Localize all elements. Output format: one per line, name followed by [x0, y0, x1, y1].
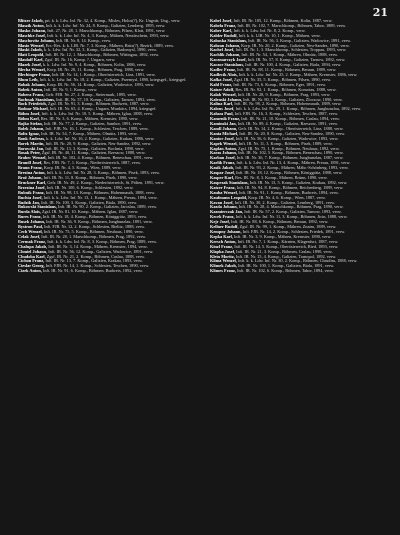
- entry-details: Inft. IR. Nr. 93, 2. Komp., Mähren, Mähr.-Schönberg, 1893, verw.: [235, 165, 349, 171]
- entry-details: Zgsf. IR. Nr. 40, 11. Komp., Galizien, Rzeszow, 1888, verw.: [41, 150, 146, 156]
- entry-details: Inft. IR. Nr. 13, 3. Komp., Galizien, Bochnia, 1890, verw.: [45, 145, 145, 151]
- entry-name: Kersch Anton,: [210, 238, 237, 244]
- entry-details: Inft. IR. Nr. 94, 8. Komp., Böhmen, Reichenberg, 1889, verw.: [236, 184, 344, 190]
- entry-name: Kahl Franz,: [210, 81, 233, 87]
- entry-name: Brabec Wenzel,: [18, 155, 47, 161]
- entry-name: Kasik Jakob,: [210, 165, 235, 171]
- entry-name: Busek Johann,: [18, 219, 45, 225]
- entry-details: Inft. k. k. LIR. Nr. 10, 1. Komp., Mähren, verw.: [238, 32, 321, 38]
- entry-name: Bolek Johann,: [18, 125, 45, 131]
- entry-details: Gefr. IR. Nr. 14, 2. Komp., Oberösterreich, Linz, 1888, verw.: [238, 125, 344, 131]
- entry-name: Kaiser Adolf,: [210, 86, 235, 92]
- entry-details: Gefr. FJB. Nr. 27, 2. Komp., Steiermark, 1895, verw.: [45, 91, 137, 97]
- entry-name: Blitzer Jakob,: [18, 19, 44, 23]
- entry-name: Cichon Franz,: [18, 258, 45, 264]
- entry-details: Inft. FJB. Nr. 12, 2. Komp., Schlesien, Bielitz, 1888, verw.: [44, 224, 146, 230]
- entry-name: Bonk Andreas,: [18, 135, 46, 141]
- entry-details: Inft. IR. Nr. 100, 6. Komp., Schlesien, 1892, verw.: [46, 184, 134, 190]
- entry-name: Chudoba Karl,: [18, 253, 46, 259]
- entry-details: Inft. k. k. Ldw. Inf. Nr. 10, 5. Komp., Mähren, Iglau, 1888, verw.: [41, 111, 154, 117]
- entry-name: Boltz Ignaz,: [18, 130, 40, 136]
- entry-details: Inft. IR. Nr. 57, 8. Komp., Galizien, Tarnow, 1892, verw.: [247, 57, 346, 63]
- text-columns: [18, 19, 390, 531]
- entry-name: Braun Franz,: [18, 165, 43, 171]
- entry-name: Blechinger Franz,: [18, 71, 51, 77]
- entry-details: Korp. IR. Nr. 4, 5. Komp., Wien, 1889, verw.: [43, 165, 122, 171]
- entry-details: Inft. IR. Nr. 15, 4. Komp., Galizien, Tarnopol, 1892, verw.: [235, 253, 337, 259]
- entry-name: Kaczmarczyk Josef,: [210, 57, 247, 63]
- entry-name: Böhm Karl,: [18, 116, 40, 122]
- entry-name: Klapka Josef,: [210, 248, 236, 254]
- entry-details: Inft. IR. Nr. 88, 6. Komp., Böhmen, Beraun, 1892, verw.: [231, 219, 329, 225]
- entry-name: Cermak Franz,: [18, 238, 47, 244]
- entry-details: Inft. IR. Nr. 98, 2. Komp., Böhmen, Hohenmauth, 1889, verw.: [234, 101, 342, 107]
- entry-name: Brandl Josef,: [18, 160, 43, 166]
- entry-details: Inft. IR. Nr. 36, 9. Komp., Böhmen, Jungbunzlau, 1891, verw.: [46, 219, 153, 225]
- entry-details: Inft. IR. Nr. 89, 4. Komp., Galizien, Rzeszow, 1891, verw.: [237, 121, 338, 127]
- entry-name: Kaspar Josef,: [210, 170, 235, 176]
- entry-details: Inft. k. k. Ldw. Inf. Nr. 8, 2. Komp., verw.: [233, 27, 306, 33]
- entry-details: Inft. IR. Nr. 98, 13. Komp., Böhmen, Hohenmauth, 1888, verw.: [45, 189, 156, 195]
- entry-name: Kauba Wenzel,: [210, 189, 238, 195]
- entry-details: Zgsf. IR. Nr. 81, 10. Komp., Mähren, Iglau, 1887, verw.: [42, 209, 139, 215]
- entry-name: Klima Wenzel,: [210, 258, 237, 264]
- entry-details: Korp. IR. Nr. 56, 14. Komp., Galizien, Wadowice, 1893, verw.: [46, 81, 155, 87]
- entry-name: Klein Moritz,: [210, 253, 235, 259]
- entry-name: Bystron Paul,: [18, 224, 43, 230]
- entry-name: Kania Michael,: [210, 130, 239, 136]
- entry-name: Kaczor Stanislaus,: [210, 62, 245, 68]
- entry-details: Inft. k. k. Ldw. Inf. Nr. 4, 3. Komp., Mähren, Neutitschein, 1893, verw.: [47, 32, 170, 38]
- entry-name: Kabler Rudolf,: [210, 32, 238, 38]
- entry-details: Inft. IR. Nr. 57, 2. Komp., Galizien, Tarnow, 1893, verw.: [244, 209, 342, 215]
- entry-details: Inft. IR. Nr. 90, 2. Komp., Galizien, Jaroslau, 1889, verw.: [58, 204, 158, 210]
- entry-details: Inft. IR. Nr. 102, 6. Komp., Böhmen, Tabor, 1894, verw.: [237, 268, 334, 274]
- entry-name: Cech Wenzel,: [18, 228, 43, 234]
- entry-details: Inft. IR. Nr. 30, 2. Komp., Galizien, Lemberg, 1891, verw.: [234, 199, 336, 205]
- entry-details: Inft. IR. Nr. 54, 1. Komp., Mähren, Olmütz, 1888, verw.: [241, 52, 339, 58]
- entry-name: Buchta Josef,: [18, 194, 43, 200]
- entry-details: Zgsf. IR. Nr. 21, 2. Komp., Böhmen, Caslau, 1888, verw.: [46, 253, 146, 259]
- entry-name: Kapek Wenzel,: [210, 140, 238, 146]
- entry-name: Bures Franz,: [18, 214, 42, 220]
- entry-details: Res. FJB. Nr. 7, 1. Komp., Niederösterreich, 1887, verw.: [43, 160, 142, 166]
- entry-details: Inft. FJB. Nr. 14, 1. Komp., Schlesien, Teschen, 1890, verw.: [45, 263, 150, 269]
- entry-name: Kalina Karl,: [210, 101, 234, 107]
- entry-name: Cizek Anton,: [18, 268, 42, 274]
- entry-name: Klimes Franz,: [210, 268, 237, 274]
- entry-name: Kachel Josef,: [210, 47, 235, 53]
- entry-details: Inft. FJB. Nr. 14, 2. Komp., Schlesien, Friedek, 1891, verw.: [242, 228, 346, 234]
- entry-name: Kecek Franz,: [210, 214, 235, 220]
- entry-details: Inft. IR. Nr. 1, 3. Marschkomp., Schlesien, Troppau, 1893, verw.: [235, 47, 347, 53]
- entry-name: Bosak Peter,: [18, 150, 41, 156]
- entry-name: Klimek Jakob,: [210, 263, 237, 269]
- entry-name: Blasio Wenzel,: [18, 42, 45, 48]
- entry-details: Zgsf. IR. Nr. 91, 3. Komp., Böhmen, Budweis, 1887, verw.: [47, 101, 150, 107]
- entry-details: Inft. FJB. Nr. 16, 3. Komp., Schlesien, Teschen, 1887, verw.: [234, 111, 339, 117]
- entry-details: Inft. IR. Nr. 14, 1. Komp., Oberösterreich, Linz, 1891, verw.: [51, 71, 156, 77]
- entry-name: Blaszik Anton,: [18, 22, 45, 28]
- entry-name: Bubnik Franz,: [18, 189, 45, 195]
- entry-details: Inft. IR. Nr. 91, 1. Komp., Böhmen, Budweis, 1894, verw.: [238, 189, 339, 195]
- entry-details: Inft. IR. Nr. 12, 1. Marschkomp., Böhmen, Wittingau, 1892, verw.: [45, 52, 160, 58]
- entry-details: Inft. k. k. Ldw. Inf. Nr. 30, 2. Komp., Böhmen, Chrudim, 1888, verw.: [237, 258, 358, 264]
- entry-name: Kazmierczak Jan,: [210, 209, 244, 215]
- entry-details: Inft. IR. Nr. 100, 3. Komp., Galizien, Biala, 1890, verw.: [41, 199, 138, 205]
- entry-name: Blaulaff Karl,: [18, 57, 44, 63]
- entry-details: Inft. k. k. Ldw. Inf. Nr. 13, 1. Komp., Mähren, Prerau, 1894, verw.: [43, 194, 158, 200]
- entry-details: Zgsf. IR. Nr. 16, Komp. ?, Ungarn, verw.: [44, 57, 116, 63]
- entry-details: Inft. IR. Nr. 20, 9. Komp., Galizien, Neu-Sandez, 1892, verw.: [45, 140, 152, 146]
- entry-name: Borowski Jan,: [18, 145, 45, 151]
- entry-name: Kalenski Johann,: [210, 96, 243, 102]
- entry-name: Kaluza Paul,: [210, 111, 234, 117]
- entry-name: Cieslar Georg,: [18, 263, 45, 269]
- entry-details: Inft. IR. Nr. 36, 7. Komp., Böhmen, Jungbunzlau, 1887, verw.: [236, 155, 344, 161]
- entry-details: Inft. k. k. Ldw. Inf. Nr. 13, 4. Komp., Mähren, Prerau, 1891, verw.: [236, 160, 351, 166]
- entry-details: Inft. k. k. Ldw. Inf. Nr. 8, 3. Komp., Böhmen, Prag, 1889, verw.: [47, 238, 157, 244]
- entry-details: Inft. IR. Nr. 80, 3. Komp., Galizien, Zloczow, 1890, verw.: [243, 96, 343, 102]
- entry-name: Blaski Jakob,: [18, 47, 43, 53]
- entry-details: Inft. IR. Nr. 102, 5. Komp., Böhmen, Beneschau, 1890, verw.: [238, 150, 344, 156]
- entry-details: Inft. IR. Nr. 28, 9. Komp., Böhmen, Prag, 1893, verw.: [237, 91, 331, 97]
- entry-name: Bodnar Michael,: [18, 106, 49, 112]
- entry-name: Kafka Josef,: [210, 76, 233, 82]
- entry-name: Kazda Johann,: [210, 204, 238, 210]
- entry-name: Kempny Johann,: [210, 228, 242, 234]
- entry-name: Kalab Wenzel,: [210, 91, 237, 97]
- entry-details: Inft. IR. Nr. 56, 6. Komp., Galizien, Wadowice, 1893, verw.: [235, 135, 339, 141]
- entry-details: Inft. IR. Nr. 18, 12. Komp., Böhmen, Königgrätz, 1888, verw.: [236, 170, 343, 176]
- entry-details: Inft. IR. Nr. 9, 1. Komp., verw.: [44, 86, 98, 92]
- entry-details: Inft. IR. Nr. 11, 3. Komp., Böhmen, Pisek, 1889, verw.: [238, 140, 333, 146]
- entry-details: Inft. k. k. Ldw. Inf. Nr. 18, 2. Komp., Galizien, Przemysl, 1890, kriegsgef., kriegsgef.: [39, 76, 187, 82]
- entry-details: Inft. IR. Nr. 102, 7. Marschkomp., Böhmen, Tabor, 1889, verw.: [237, 22, 347, 28]
- entry-details: Inft. IR. Nr. 3, 14. Komp., Mähren, Kremsier, 1894, verw.: [48, 243, 148, 249]
- entry-name: Kepka Karl,: [210, 233, 233, 239]
- entry-details: Inft. IR. Nr. 100, 1. Komp., Galizien, Biala, 1891, verw.: [238, 263, 335, 269]
- entry-details: Inft. 27, Nr. 28, 1. Marschkomp., Böhmen, Pilsen, Klatt, 1891, verw.: [47, 27, 166, 33]
- entry-details: Inft. IR. Nr. 105, 12. Komp., Böhmen, Kolin, 1887, verw.: [233, 19, 333, 23]
- entry-name: Brezina Anton,: [18, 170, 46, 176]
- entry-details: Inft. IR. Nr. 3, 9. Komp., Mähren, Kremsier, 1890, verw.: [234, 233, 332, 239]
- entry-name: Karas Johann,: [210, 150, 237, 156]
- entry-name: Chmiel Johann,: [18, 248, 48, 254]
- entry-details: Inft. IR. Nr. 20, 8. Komp., Galizien, Neu-Sandez, 1890, verw.: [239, 130, 346, 136]
- entry-details: Inft. IR. Nr. 7, 1. Komp., Kärnten, Klagenfurt, 1887, verw.: [237, 238, 339, 244]
- entry-details: Zgsf. IR. Nr. 99, 1. Komp., Mähren, Znaim, 1889, verw.: [239, 224, 337, 230]
- entry-details: Inft. IR. Nr. 91, 6. Komp., Böhmen, Budweis, 1892, verw.: [42, 268, 143, 274]
- entry-name: Celak Josef,: [18, 233, 41, 239]
- page-number: 21: [372, 6, 388, 19]
- entry-details: Gefr. IR. Nr. 49, 2. Komp., Niederösterreich, St. Pölten, 1891, verw.: [47, 179, 165, 185]
- entry-name: Böhm Josef,: [18, 111, 41, 117]
- entry-name: Kantor Josef,: [210, 135, 235, 141]
- entry-name: Kaminski Jan,: [210, 121, 237, 127]
- entry-name: Kachlik Johann,: [210, 52, 241, 58]
- entry-details: Inft. IR. Nr. 14, 5. Komp., Oberösterreich, Ried, 1893, verw.: [234, 243, 339, 249]
- entry-details: Inft. IR. Nr. 65, 4. Komp., Ungarn, Munkács, 1894, kriegsgef.: [49, 106, 157, 112]
- entry-details: Ers.-Res. k. k. LIR. Nr. 7, 3. Komp., Mähren, Brüx(?), Bezirk, 1889, verw.: [45, 42, 174, 48]
- entry-details: Inft. IR. Nr. 77, 2. Komp., Galizien, Sambor, 1891, verw.: [43, 121, 143, 127]
- entry-name: Brož Johann,: [18, 175, 43, 180]
- entry-name: Blatt Leopold,: [18, 52, 45, 58]
- entry-name: Kejr Josef,: [210, 219, 230, 225]
- entry-details: Inft. IR. Nr. 18, 4. Komp., Böhmen, Königgrätz, 1893, verw.: [42, 214, 148, 220]
- entry-name: Kadlec Franz,: [210, 67, 237, 73]
- entry-details: Inft. IR. Nr. 21, 3. Komp., Böhmen, Caslau, 1890, verw.: [236, 248, 333, 254]
- entry-details: Inft. IR. Nr. 13, 7. Komp., Galizien, Krakau, 1893, verw.: [45, 258, 143, 264]
- entry-name: Kabzan Johann,: [210, 42, 241, 48]
- entry-name: Kavan Josef,: [210, 199, 234, 205]
- entry-name: Bobak Johann,: [18, 81, 46, 87]
- entry-details: Korp. IR. Nr. 4, 6. Komp., Wien, 1887, verw.: [248, 194, 326, 200]
- entry-details: Zgsf. IR. Nr. 75, 1. Komp., Böhmen, Neuhaus, 1892, verw.: [238, 145, 340, 151]
- entry-name: Bobek Anton,: [18, 86, 44, 92]
- entry-name: Budzik Jan,: [18, 199, 40, 205]
- entry-name: Blasko Johann,: [18, 27, 47, 33]
- entry-name: Kaber Karl,: [210, 27, 233, 33]
- entry-details: k. k. Ldw. Inf. Nr. 9, 4. Komp., Böhmen, Kolin, 1886, verw.: [42, 62, 147, 68]
- entry-details: Inft. IR. Nr. 11, 8. Komp., Böhmen, Pisek, 1890, verw.: [43, 175, 138, 180]
- entry-name: Borek Martin,: [18, 140, 45, 146]
- entry-name: Kandl Johann,: [210, 125, 238, 131]
- entry-name: Kalous Josef,: [210, 106, 235, 112]
- entry-name: Kabela Franz,: [210, 22, 237, 28]
- entry-details: Inft. k. k. Ldw. Inf. Nr. 28, 3. Komp., Böhmen, Pisek, 1893, verw.: [46, 170, 161, 176]
- entry-details: Inft. IR. Nr. 13, 5. Komp., Galizien, Krakau, 1892, verw.: [249, 179, 348, 185]
- entry-details: pri. k. k. Ldw. Inf. Nr. 32, 4. Komp., Misles, Holos(?), Kr. Ungvár, Ung., verw.: [44, 19, 181, 23]
- entry-name: Blecha Wenzel,: [18, 67, 46, 73]
- entry-details: Inft. IR. Nr. 88, 11. Komp., Böhmen, Beraun, 1889, verw.: [237, 67, 337, 73]
- entry-name: Bukowski Stanislaus,: [18, 204, 57, 210]
- entry-details: Inft. IR. Nr. 57, 10. Komp., Galizien, Tarnow, 1892, verw.: [56, 96, 156, 102]
- entry-details: Zgsf. IR. Nr. 35, 5. Komp., Böhmen, Pilsen, 1890, verw.: [234, 76, 332, 82]
- right-column: [210, 19, 390, 531]
- left-column: [18, 19, 198, 531]
- entry-details: Inft. IR. Nr. 56, 3. Komp., Galizien, Wadowice, 1891, verw.: [248, 37, 351, 43]
- entry-name: Blaschovitz Johann,: [18, 37, 55, 43]
- entry-details: Inft. IR. Nr. 102, 4. Komp., Böhmen, Beneschau, 1891, verw.: [47, 155, 154, 161]
- entry-details: Res. IR. Nr. 3, 6. Komp., Mähren, Kremsier, 1890, verw.: [40, 116, 139, 122]
- entry-name: Bochnak Stanislaus,: [18, 96, 56, 102]
- entry-name: Kamenik Franz,: [210, 116, 241, 122]
- entry-details: Inft. IR. Nr. 73, 6. Komp., Böhmen, Eger, 1891, verw.: [233, 81, 327, 87]
- entry-name: Bojko Stefan,: [18, 121, 43, 127]
- entry-name: Blaschke Josef,: [18, 32, 46, 38]
- entry-details: Inft. FJB. Nr. 16, 1. Komp., Schlesien, Teschen, 1889, verw.: [45, 125, 149, 131]
- entry-name: Kabel Josef,: [210, 19, 233, 23]
- entry-details: Inft. IR. Nr. 28, 4. Marschkomp., Böhmen, Prag, 1890, verw.: [238, 204, 344, 210]
- entry-details: k. k. Ldw. Inf. Nr. 32, 3. Komp., Galizien, Radomysl, 1890, verw.: [43, 47, 157, 53]
- entry-name: Chalupa Jakob,: [18, 243, 48, 249]
- entry-name: Blum Leib,: [18, 76, 39, 82]
- entry-name: Karban Josef,: [210, 155, 236, 161]
- entry-details: Korp. IR. Nr. 20, 2. Komp., Galizien, Neu-Sandez, 1890, verw.: [241, 42, 350, 48]
- entry-name: Kinzl Franz,: [210, 243, 234, 249]
- casualty-entry: [210, 269, 390, 274]
- entry-name: Kaufmann Leopold,: [210, 194, 248, 200]
- entry-name: Kaboska Stanislaus,: [210, 37, 248, 43]
- entry-details: Inft. IR. Nr. 75, 5. Komp., Böhmen, Neuhaus, 1890, verw.: [43, 228, 144, 234]
- entry-details: Inft. IR. Nr. 28, 1. Marschkomp., Böhmen, Prag, 1892, verw.: [41, 233, 147, 239]
- entry-details: Inft. IR. Nr. 21, 10. Komp., Böhmen, Caslau, 1894, verw.: [241, 116, 340, 122]
- entry-name: Bock Friedrich,: [18, 101, 47, 107]
- entry-name: Kadlecik Alois,: [210, 71, 238, 77]
- entry-details: Inft. IR. Nr. 56, 12. Komp., Galizien, Wadowice, 1891, verw.: [48, 248, 154, 254]
- entry-name: Bruckner Karl,: [18, 179, 47, 185]
- entry-name: Brzezina Josef,: [18, 184, 46, 190]
- entry-details: Inft. IR. Nr. 54, 7. Komp., Mähren, Olmütz, 1893, verw.: [41, 130, 138, 136]
- entry-details: k. k. Ldw. Inf. Nr. 16, 2. Komp., Galizien, Krakau, 1886, verw.: [46, 135, 155, 141]
- entry-details: Inft. IR. Nr. 8, 14. Komp., verw.: [55, 37, 112, 43]
- entry-name: Kasprzak Stanislaus,: [210, 179, 249, 185]
- entry-name: Kaplan Anton,: [210, 145, 237, 151]
- entry-name: Kasper Karl,: [210, 175, 235, 180]
- entry-name: Katzer Franz,: [210, 184, 236, 190]
- entry-details: Korp. IR. Nr. 28, 11. Komp., Böhmen, Prag, 1888, verw.: [46, 67, 145, 73]
- entry-details: Res. IR. Nr. 8, 3. Komp., Mähren, Brünn, 1890, verw.: [235, 175, 328, 180]
- casualty-entry: [18, 269, 198, 274]
- entry-details: Inft. k. k. Ldw. Inf. Nr. 24, 8. Komp., Galizien, Lemberg, 1895, verw.: [45, 22, 166, 28]
- entry-name: Karlik Franz,: [210, 160, 236, 166]
- entry-details: Inft. k. k. Ldw. Inf. Nr. 29, 1. Komp., Böhmen, Jungbunzlau, 1892, verw.: [235, 106, 362, 112]
- entry-details: Inft. IR. Nr. 100, 4. Komp., Galizien, Biala, 1894, verw.: [245, 62, 342, 68]
- entry-name: Bobera Franz,: [18, 91, 45, 97]
- entry-details: Inft. k. k. Ldw. Inf. Nr. 11, 3. Komp., Böhmen, Jicin, 1888, verw.: [235, 214, 348, 220]
- entry-details: Res. IR. Nr. 92, 1. Komp., Böhmen, Komotau, 1888, verw.: [235, 86, 337, 92]
- entry-details: Inft. k. k. Ldw. Inf. Nr. 25, 2. Komp., Mähren, Kremsier, 1886, verw.: [238, 71, 358, 77]
- entry-name: Burda Alois,: [18, 209, 41, 215]
- entry-name: Kellner Rudolf,: [210, 224, 239, 230]
- entry-name: Blazek Josef,: [18, 62, 42, 68]
